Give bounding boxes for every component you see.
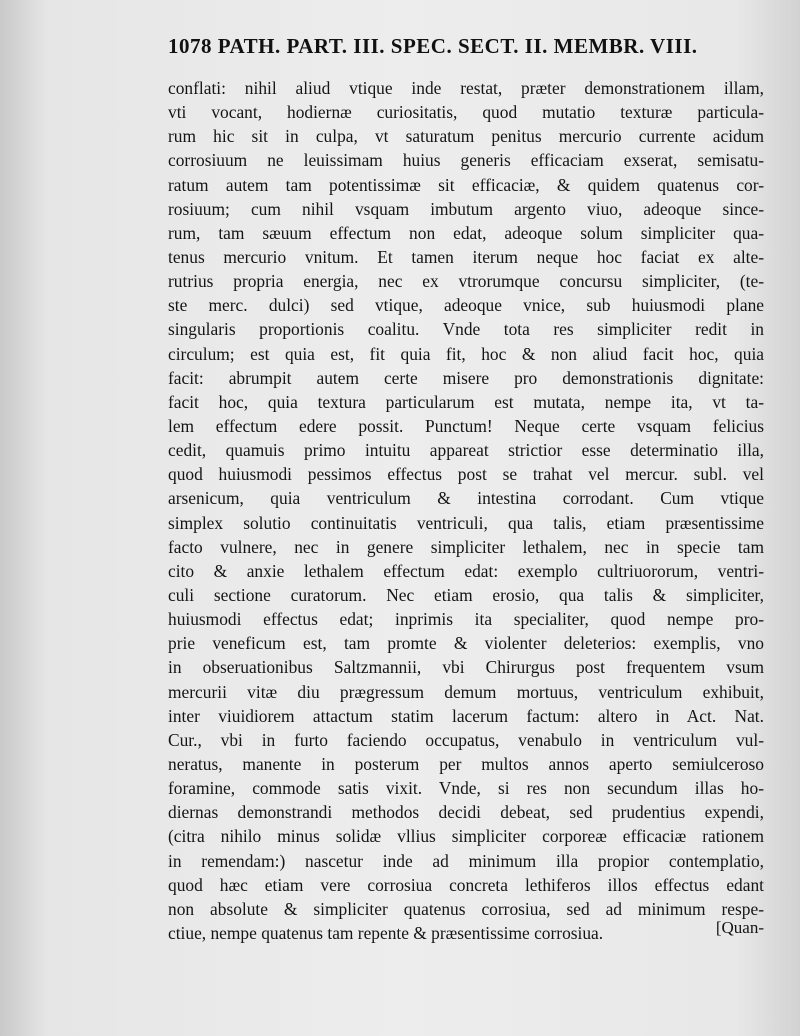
text-line: (citra nihilo minus solidæ vllius simpliciter corporeæ efficaciæ rationem [168, 826, 764, 847]
text-line: rum, tam sæuum effectum non edat, adeoque solum simpliciter qua- [168, 222, 764, 243]
text-line: ctiue, nempe quatenus tam repente & præsentissime corrosiua. [168, 922, 604, 943]
text-line: prie veneficum est, tam promte & violenter deleterios: exemplis, vno [168, 633, 764, 654]
text-line: cedit, quamuis primo intuitu appareat strictior esse determinatio illa, [168, 440, 764, 461]
text-line: rutrius propria energia, nec ex vtrorumque concursu simpliciter, (te- [168, 271, 764, 292]
text-line: facit: abrumpit autem certe misere pro demonstrationis dignitate: [168, 367, 764, 388]
text-line: in obseruationibus Saltzmannii, vbi Chirurgus post frequentem vsum [168, 657, 764, 678]
text-line: ratum autem tam potentissimæ sit efficaciæ, & quidem quatenus cor- [168, 174, 764, 195]
text-line: arsenicum, quia ventriculum & intestina corrodant. Cum vtique [168, 488, 764, 509]
text-line: culi sectione curatorum. Nec etiam erosio, qua talis & simpliciter, [168, 584, 764, 605]
text-line: neratus, manente in posterum per multos annos aperto semiulceroso [168, 753, 764, 774]
text-line: vti vocant, hodiernæ curiositatis, quod mutatio texturæ particula- [168, 102, 764, 123]
text-line: circulum; est quia est, fit quia fit, hoc & non aliud facit hoc, quia [168, 343, 764, 364]
text-line: rum hic sit in culpa, vt saturatum penitus mercurio currente acidum [168, 126, 764, 147]
text-line: cito & anxie lethalem effectum edat: exemplo cultriuororum, ventri- [168, 560, 764, 581]
text-line: quod hæc etiam vere corrosiua concreta lethiferos illos effectus edant [168, 874, 764, 895]
text-line: conflati: nihil aliud vtique inde restat, præter demonstrationem illam, [168, 78, 764, 98]
text-line: inter viuidiorem attactum statim lacerum factum: altero in Act. Nat. [168, 705, 764, 726]
text-line: non absolute & simpliciter quatenus corrosiua, sed ad minimum respe- [168, 898, 764, 919]
running-header: 1078 PATH. PART. III. SPEC. SECT. II. MEMBR. VIII. [168, 34, 698, 58]
show-through-right [760, 60, 800, 960]
catchword: [Quan- [715, 918, 764, 937]
text-body [168, 76, 764, 945]
text-line: quod huiusmodi pessimos effectus post se trahat vel mercur. subl. vel [168, 464, 764, 485]
text-line: foramine, commode satis vixit. Vnde, si res non secundum illas ho- [168, 778, 764, 799]
text-line: Cur., vbi in furto faciendo occupatus, venabulo in ventriculum vul- [168, 729, 764, 750]
text-line: mercurii vitæ diu prægressum demum mortuus, ventriculum exhibuit, [168, 681, 764, 702]
text-line: singularis proportionis coalitu. Vnde tota res simpliciter redit in [168, 319, 764, 340]
text-line: in remendam:) nascetur inde ad minimum illa propior contemplatio, [168, 850, 764, 871]
text-line: tenus mercurio vnitum. Et tamen iterum neque hoc faciat ex alte- [168, 246, 764, 267]
text-line: facit hoc, quia textura particularum est mutata, nempe ita, vt ta- [168, 391, 764, 412]
text-line: simplex solutio continuitatis ventriculi, qua talis, etiam præsentissime [168, 512, 764, 533]
text-line: diernas demonstrandi methodos decidi debeat, sed prudentius expendi, [168, 802, 764, 823]
text-line: rosiuum; cum nihil vsquam imbutum argento viuo, adeoque since- [168, 198, 764, 219]
text-line: facto vulnere, nec in genere simpliciter lethalem, nec in specie tam [168, 536, 764, 557]
show-through-left [2, 60, 132, 960]
text-line: lem effectum edere possit. Punctum! Neque certe vsquam felicius [168, 415, 764, 436]
text-line: huiusmodi effectus edat; inprimis ita specialiter, quod nempe pro- [168, 609, 764, 630]
text-line: corrosiuum ne leuissimam huius generis efficaciam exserat, semisatu- [168, 150, 764, 171]
text-line: ste merc. dulci) sed vtique, adeoque vnice, sub huiusmodi plane [168, 295, 764, 316]
